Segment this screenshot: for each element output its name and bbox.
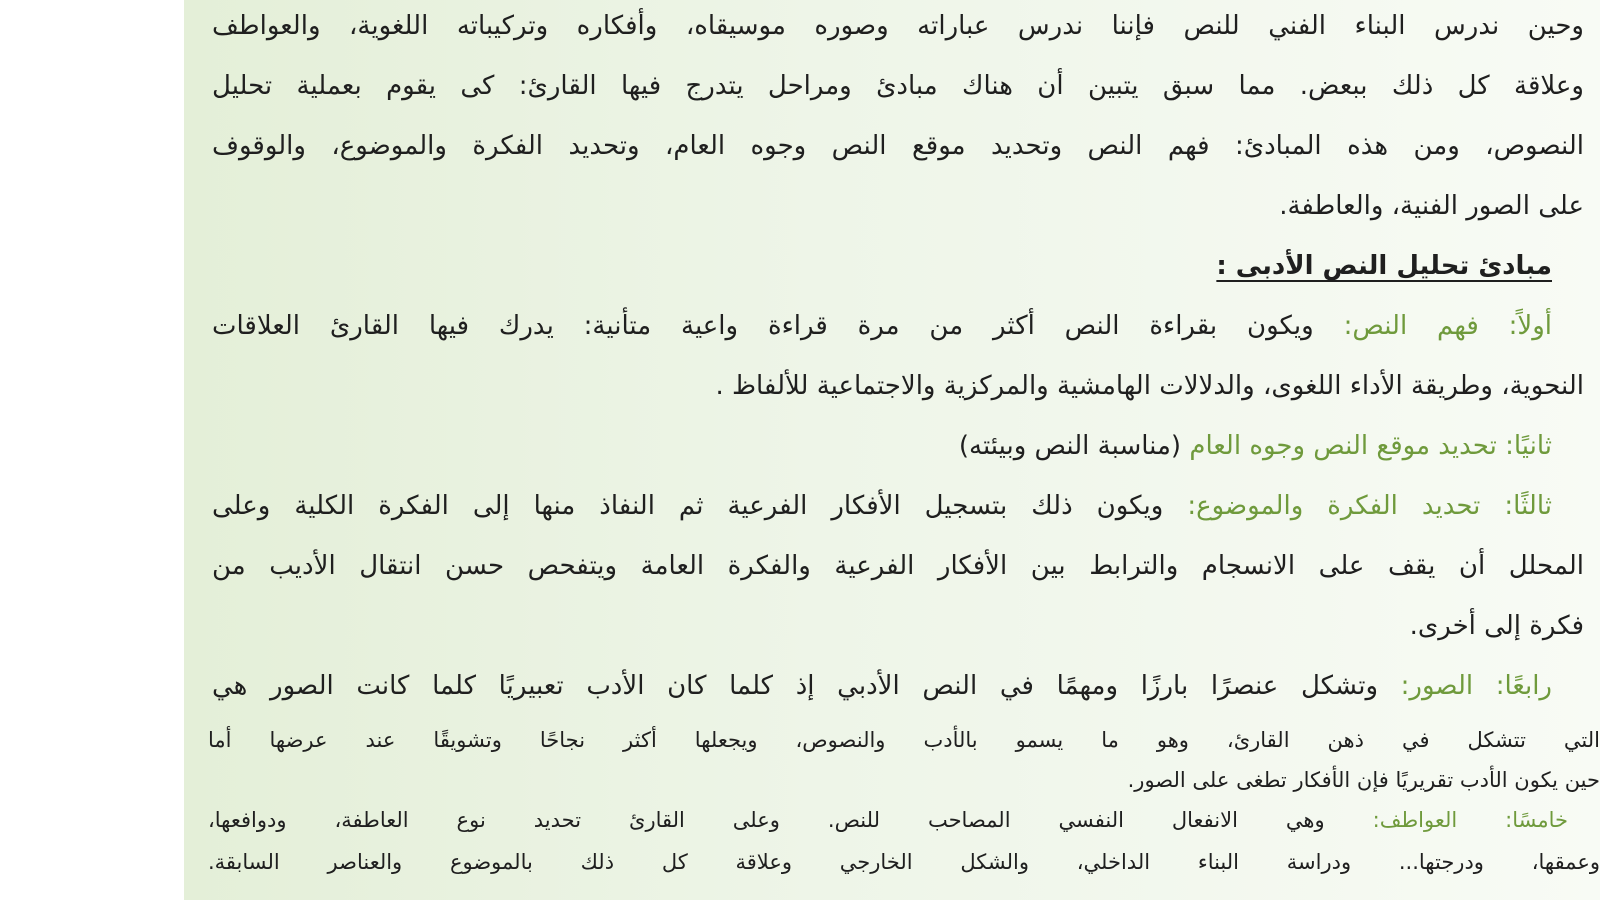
principle-3-line-3: فكرة إلى أخرى. <box>1409 611 1584 641</box>
intro-line-1: وحين ندرس البناء الفني للنص فإننا ندرس عباراته وصوره موسيقاه، وأفكاره وتركيباته اللغوية، والعواطف <box>212 11 1584 41</box>
section-heading: مبادئ تحليل النص الأدبى : <box>1216 251 1552 281</box>
principle-5-line-1 <box>208 802 1568 838</box>
principle-4-line-3: حين يكون الأدب تقريريًا فإن الأفكار تطغى على الصور. <box>1127 768 1600 792</box>
intro-line-3: النصوص، ومن هذه المبادئ: فهم النص وتحديد موقع النص وجوه العام، وتحديد الفكرة والموضوع، والوقوف <box>212 131 1584 161</box>
principle-5-line-2: وعمقها، ودرجتها... ودراسة البناء الداخلي، والشكل الخارجي وعلاقة كل ذلك بالموضوع والعناصر السابقة. <box>208 850 1600 874</box>
principle-5-text: وهي الانفعال النفسي المصاحب للنص. وعلى القارئ تحديد نوع العاطفة، ودوافعها، <box>208 808 1373 832</box>
principle-4-text: وتشكل عنصرًا بارزًا ومهمًا في النص الأدبي إذ كلما كان الأدب تعبيريًا كلما كانت الصور هي <box>212 671 1401 701</box>
principle-4-label: رابعًا: الصور: <box>1400 671 1552 701</box>
principle-1-line-1 <box>212 306 1552 346</box>
intro-line-4: على الصور الفنية، والعاطفة. <box>1279 191 1584 221</box>
principle-4-line-2: التي تتشكل في ذهن القارئ، وهو ما يسمو بالأدب والنصوص، ويجعلها أكثر نجاحًا وتشويقًا عند عرضها أما <box>208 728 1600 752</box>
principle-5-label: خامسًا: العواطف: <box>1372 808 1568 832</box>
principle-1-line-2: النحوية، وطريقة الأداء اللغوى، والدلالات الهامشية والمركزية والاجتماعية للألفاظ . <box>715 371 1584 401</box>
intro-line-2: وعلاقة كل ذلك ببعض. مما سبق يتبين أن هناك مبادئ ومراحل يتدرج فيها القارئ: كى يقوم بعملية تحليل <box>212 71 1584 101</box>
principle-3-line-1 <box>212 486 1552 526</box>
principle-3-label: ثالثًا: تحديد الفكرة والموضوع: <box>1187 491 1552 521</box>
section-heading-row <box>212 246 1552 286</box>
principle-1-text: ويكون بقراءة النص أكثر من مرة قراءة واعية متأنية: يدرك فيها القارئ العلاقات <box>212 311 1344 341</box>
principle-3-text: ويكون ذلك بتسجيل الأفكار الفرعية ثم النفاذ منها إلى الفكرة الكلية وعلى <box>212 491 1188 521</box>
principle-2-text: (مناسبة النص وبيئته) <box>958 431 1190 461</box>
principle-1-label: أولاً: فهم النص: <box>1343 311 1552 341</box>
principle-4-line-1 <box>212 666 1552 706</box>
document-body <box>204 0 1600 900</box>
principle-2-line <box>212 426 1552 466</box>
principle-2-label: ثانيًا: تحديد موقع النص وجوه العام <box>1189 431 1552 461</box>
principle-3-line-2: المحلل أن يقف على الانسجام والترابط بين الأفكار الفرعية والفكرة العامة ويتفحص حسن انتقال الأديب من <box>212 551 1584 581</box>
